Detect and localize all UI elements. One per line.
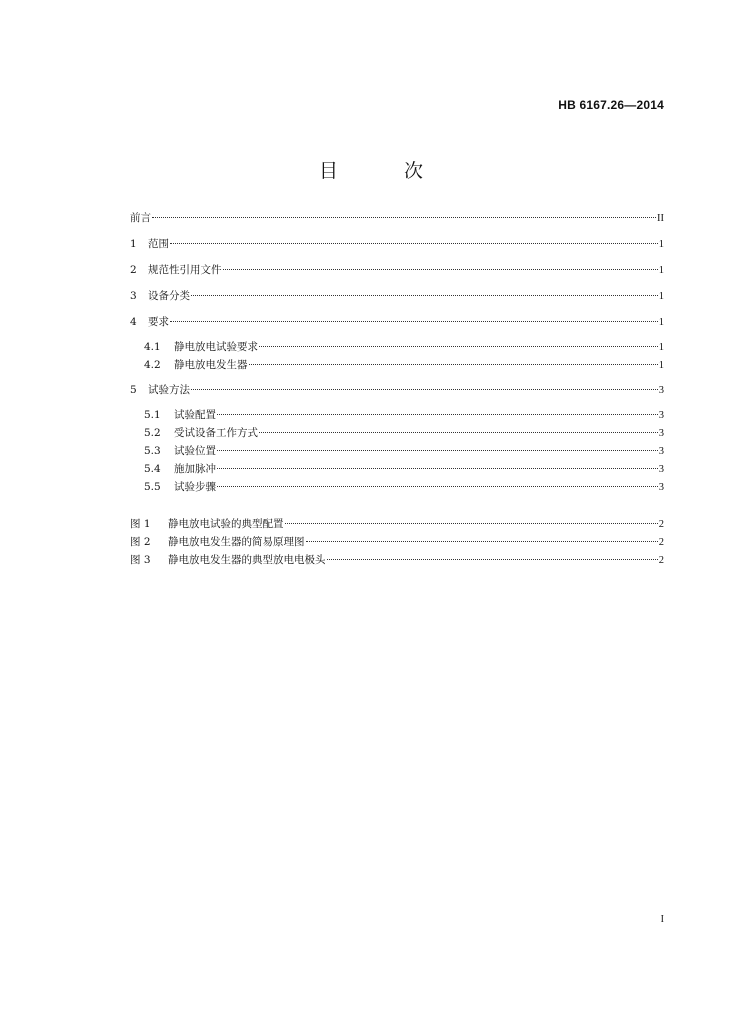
dot-leader bbox=[259, 346, 658, 347]
toc-entry-page: 3 bbox=[658, 464, 664, 475]
toc-entry-label: 受试设备工作方式 bbox=[174, 427, 258, 439]
toc-entry-page: 1 bbox=[658, 317, 664, 328]
toc-subentry[interactable] bbox=[144, 425, 664, 441]
toc-entry-page: 1 bbox=[658, 291, 664, 302]
toc-entry-label: 设备分类 bbox=[148, 290, 190, 302]
toc-entry-page: 1 bbox=[658, 239, 664, 250]
toc-entry-number: 5.4 bbox=[144, 463, 161, 475]
figure-entry[interactable] bbox=[130, 534, 664, 550]
dot-leader bbox=[217, 450, 658, 451]
toc-entry-page: 3 bbox=[658, 410, 664, 421]
toc-entry-label: 范围 bbox=[148, 238, 169, 250]
figure-number: 图 2 bbox=[130, 536, 151, 548]
toc-subentry[interactable] bbox=[144, 339, 664, 355]
dot-leader bbox=[327, 559, 658, 560]
document-code: HB 6167.26—2014 bbox=[558, 98, 664, 112]
toc-entry-foreword[interactable] bbox=[130, 210, 664, 226]
dot-leader bbox=[249, 364, 658, 365]
dot-leader bbox=[191, 389, 658, 390]
toc-entry-number: 4 bbox=[130, 316, 137, 328]
toc-entry-number: 5.5 bbox=[144, 481, 161, 493]
toc-entry-number: 4.1 bbox=[144, 341, 161, 353]
toc-entry-label: 试验位置 bbox=[174, 445, 216, 457]
figure-label: 静电放电发生器的典型放电电极头 bbox=[168, 554, 326, 566]
toc-entry-page: II bbox=[657, 213, 664, 224]
toc-subentry[interactable] bbox=[144, 443, 664, 459]
toc-entry-label: 试验步骤 bbox=[174, 481, 216, 493]
dot-leader bbox=[259, 432, 658, 433]
toc-entry-page: 1 bbox=[658, 342, 664, 353]
toc-entry[interactable] bbox=[130, 382, 664, 398]
toc-entry-number: 2 bbox=[130, 264, 137, 276]
figure-page: 2 bbox=[658, 555, 664, 566]
toc-entry-number: 5.3 bbox=[144, 445, 161, 457]
toc-entry[interactable] bbox=[130, 236, 664, 252]
toc-entry-page: 3 bbox=[658, 446, 664, 457]
toc-subentry[interactable] bbox=[144, 357, 664, 373]
dot-leader bbox=[306, 541, 658, 542]
toc-entry-label: 试验方法 bbox=[148, 384, 190, 396]
dot-leader bbox=[285, 523, 658, 524]
toc-entry-page: 3 bbox=[658, 482, 664, 493]
page-number: I bbox=[660, 914, 664, 925]
dot-leader bbox=[223, 269, 658, 270]
toc-entry-number: 5 bbox=[130, 384, 137, 396]
toc-entry-label: 静电放电试验要求 bbox=[174, 341, 258, 353]
toc-entry-label: 试验配置 bbox=[174, 409, 216, 421]
toc-entry-page: 3 bbox=[658, 428, 664, 439]
toc-subentry[interactable] bbox=[144, 461, 664, 477]
figure-label: 静电放电发生器的简易原理图 bbox=[168, 536, 305, 548]
figure-page: 2 bbox=[658, 519, 664, 530]
toc-subentry[interactable] bbox=[144, 407, 664, 423]
page-title: 目 次 bbox=[318, 160, 454, 182]
toc-entry-page: 3 bbox=[658, 385, 664, 396]
toc-entry-number: 3 bbox=[130, 290, 137, 302]
toc-entry-label: 前言 bbox=[130, 212, 151, 224]
dot-leader bbox=[217, 468, 658, 469]
toc-subentry[interactable] bbox=[144, 479, 664, 495]
dot-leader bbox=[217, 414, 658, 415]
toc-entry-label: 静电放电发生器 bbox=[174, 359, 248, 371]
figure-page: 2 bbox=[658, 537, 664, 548]
toc-entry[interactable] bbox=[130, 314, 664, 330]
dot-leader bbox=[217, 486, 658, 487]
toc-entry-page: 1 bbox=[658, 265, 664, 276]
toc-entry-label: 规范性引用文件 bbox=[148, 264, 222, 276]
toc-entry[interactable] bbox=[130, 288, 664, 304]
toc-entry-number: 1 bbox=[130, 238, 137, 250]
figure-number: 图 3 bbox=[130, 554, 151, 566]
dot-leader bbox=[170, 243, 658, 244]
toc-entry[interactable] bbox=[130, 262, 664, 278]
toc-entry-number: 4.2 bbox=[144, 359, 161, 371]
dot-leader bbox=[152, 217, 656, 218]
toc-entry-number: 5.2 bbox=[144, 427, 161, 439]
toc-entry-page: 1 bbox=[658, 360, 664, 371]
figure-entry[interactable] bbox=[130, 552, 664, 568]
toc-entry-label: 施加脉冲 bbox=[174, 463, 216, 475]
toc-entry-number: 5.1 bbox=[144, 409, 161, 421]
dot-leader bbox=[170, 321, 658, 322]
dot-leader bbox=[191, 295, 658, 296]
toc-entry-label: 要求 bbox=[148, 316, 169, 328]
figure-label: 静电放电试验的典型配置 bbox=[168, 518, 284, 530]
figure-entry[interactable] bbox=[130, 516, 664, 532]
figure-number: 图 1 bbox=[130, 518, 151, 530]
